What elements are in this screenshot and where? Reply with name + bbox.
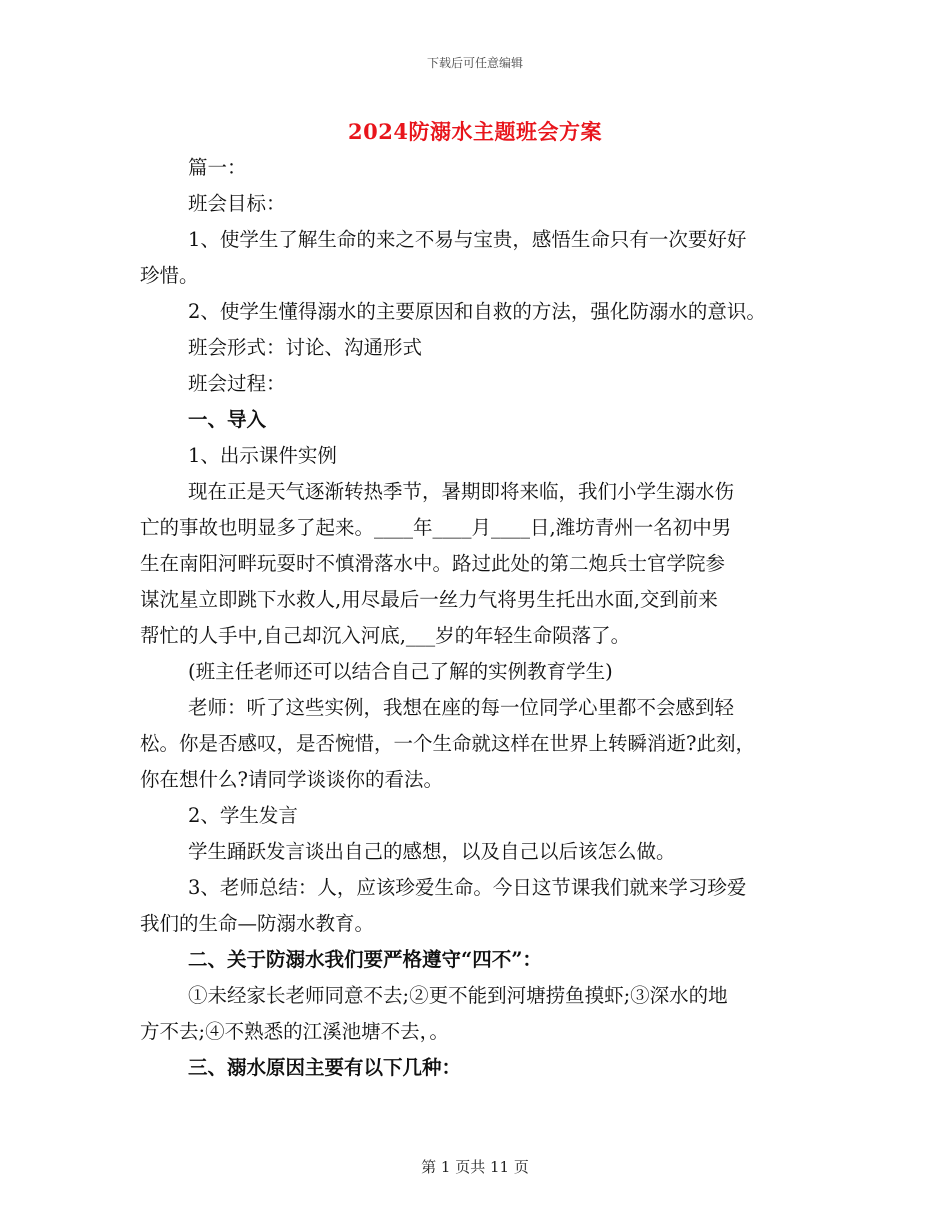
body-paragraph-line: 2、使学生懂得溺水的主要原因和自救的方法，强化防溺水的意识。: [188, 300, 766, 323]
body-paragraph-line: 你在想什么?请同学谈谈你的看法。: [140, 768, 443, 791]
body-paragraph-line: 亡的事故也明显多了起来。____年____月____日,潍坊青州一名初中男: [140, 516, 732, 539]
section-heading: 二、关于防溺水我们要严格遵守“四不”：: [188, 948, 542, 971]
body-paragraph-line: 3、老师总结：人，应该珍爱生命。今日这节课我们就来学习珍爱: [188, 876, 747, 899]
document-body: [140, 150, 820, 1086]
body-paragraph-line: ①未经家长老师同意不去;②更不能到河塘捞鱼摸虾;③深水的地: [188, 984, 728, 1007]
document-title: 2024防溺水主题班会方案: [348, 119, 602, 144]
body-paragraph-line: 方不去;④不熟悉的江溪池塘不去，。: [140, 1020, 449, 1043]
body-paragraph-line: 1、出示课件实例: [188, 444, 337, 467]
body-paragraph-line: 帮忙的人手中,自己却沉入河底,___岁的年轻生命陨落了。: [140, 624, 631, 647]
body-paragraph-line: 我们的生命—防溺水教育。: [140, 912, 375, 935]
body-paragraph-line: (班主任老师还可以结合自己了解的实例教育学生): [188, 660, 613, 683]
section-heading: 一、导入: [188, 408, 267, 431]
body-paragraph-line: 2、学生发言: [188, 804, 298, 827]
section-heading: 三、溺水原因主要有以下几种：: [188, 1056, 462, 1079]
body-paragraph-line: 现在正是天气逐渐转热季节，暑期即将来临，我们小学生溺水伤: [188, 480, 735, 503]
body-paragraph-line: 1、使学生了解生命的来之不易与宝贵，感悟生命只有一次要好好: [188, 228, 747, 251]
body-paragraph-line: 班会形式：讨论、沟通形式: [188, 336, 423, 359]
body-paragraph-line: 谋沈星立即跳下水救人,用尽最后一丝力气将男生托出水面,交到前来: [140, 588, 718, 611]
body-paragraph-line: 篇一：: [188, 156, 247, 179]
body-paragraph-line: 松。你是否感叹，是否惋惜，一个生命就这样在世界上转瞬消逝?此刻，: [140, 732, 755, 755]
body-paragraph-line: 学生踊跃发言谈出自己的感想，以及自己以后该怎么做。: [188, 840, 676, 863]
page-header: 下载后可任意编辑: [426, 56, 523, 70]
body-paragraph-line: 班会过程：: [188, 372, 286, 395]
body-paragraph-line: 生在南阳河畔玩耍时不慎滑落水中。路过此处的第二炮兵士官学院参: [140, 552, 726, 575]
body-paragraph-line: 老师：听了这些实例，我想在座的每一位同学心里都不会感到轻: [188, 696, 735, 719]
body-paragraph-line: 班会目标：: [188, 192, 286, 215]
body-paragraph-line: 珍惜。: [140, 264, 199, 287]
page-footer: 第 1 页共 11 页: [421, 1158, 529, 1176]
